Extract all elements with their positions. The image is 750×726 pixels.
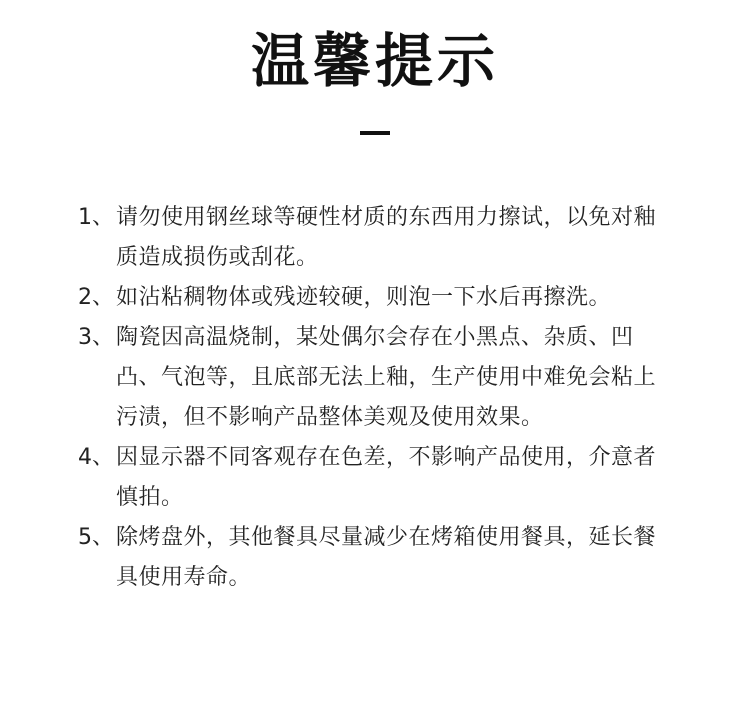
tip-number: 4、 — [78, 445, 114, 470]
tip-item-2 — [78, 278, 678, 318]
tips-list — [78, 198, 678, 598]
page-title: 温馨提示 — [250, 27, 499, 95]
tip-number: 1、 — [78, 205, 114, 230]
tip-text: 陶瓷因高温烧制，某处偶尔会存在小黑点、杂质、凹凸、气泡等，且底部无法上釉，生产使用中难免会粘上污渍，但不影响产品整体美观及使用效果。 — [116, 325, 657, 430]
tip-number: 2、 — [78, 285, 114, 310]
tip-item-5 — [78, 518, 678, 598]
tip-number: 3、 — [78, 325, 114, 350]
tip-item-3 — [78, 318, 678, 438]
title-divider — [360, 131, 390, 135]
tip-text: 除烤盘外，其他餐具尽量减少在烤箱使用餐具，延长餐具使用寿命。 — [116, 525, 657, 590]
tip-text: 如沾粘稠物体或残迹较硬，则泡一下水后再擦洗。 — [116, 285, 612, 310]
tip-text: 因显示器不同客观存在色差，不影响产品使用，介意者慎拍。 — [116, 445, 657, 510]
tip-number: 5、 — [78, 525, 114, 550]
tip-item-4 — [78, 438, 678, 518]
tip-text: 请勿使用钢丝球等硬性材质的东西用力擦试，以免对釉质造成损伤或刮花。 — [116, 205, 657, 270]
tip-item-1 — [78, 198, 678, 278]
